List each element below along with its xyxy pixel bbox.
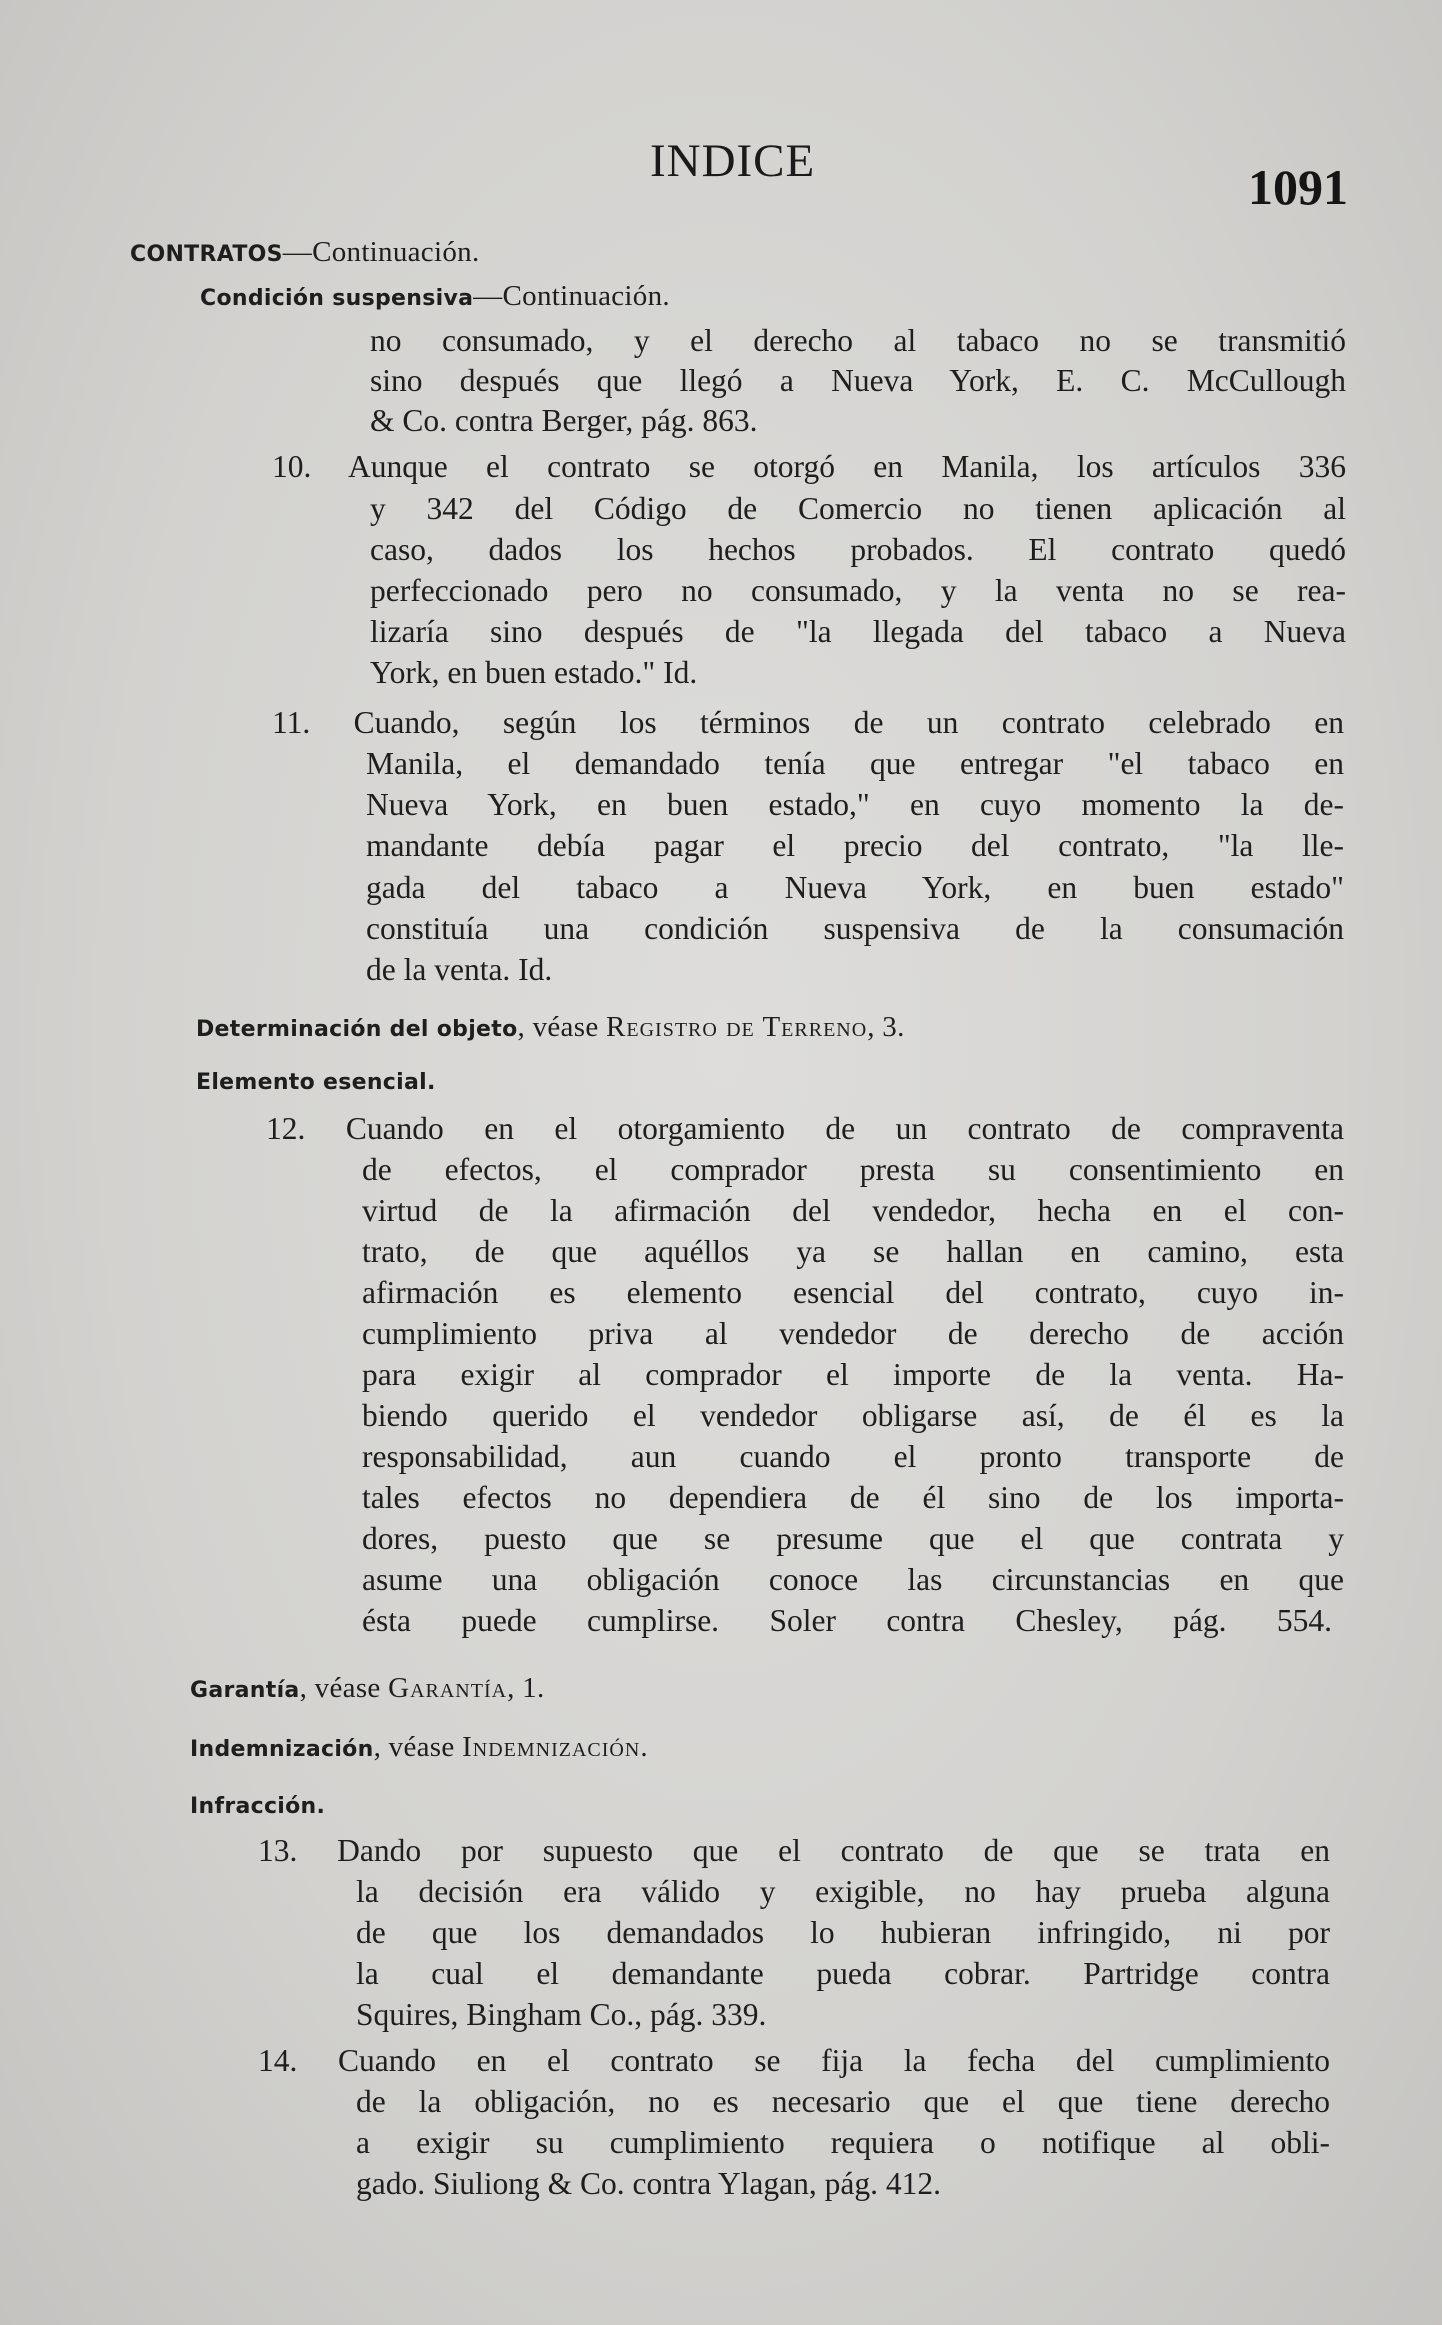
entry-14-line: gado. Siuliong & Co. contra Ylagan, pág. 412. [356,2166,941,2201]
entry-13-line: Squires, Bingham Co., pág. 339. [356,1997,767,2032]
entry-11-line: gada del tabaco a Nueva York, en buen estado" [366,870,1344,905]
entry-12-line: virtud de la afirmación del vendedor, hecha en el con- [362,1193,1344,1228]
see-text: , véase [373,1731,463,1763]
entry-10-line: York, en buen estado." Id. [370,655,698,690]
entry-12-line: dores, puesto que se presume que el que contrata y [362,1521,1344,1556]
reference-number: , 1. [507,1672,545,1704]
subheading-condicion-suspensiva [200,276,670,319]
entry-12-line: ésta puede cumplirse. Soler contra Chesley, pág. 554. [362,1603,1332,1638]
subheading-infraccion: Infracción. [190,1794,326,1819]
subheading-text: Garantía [190,1678,300,1703]
entry-10-line: lizaría sino después de "la llegada del tabaco a Nueva [370,614,1346,649]
subheading-continuation: —Continuación. [473,280,670,312]
heading-text: CONTRATOS [130,242,283,267]
cross-reference[interactable]: Indemnización [462,1731,641,1763]
subheading-elemento-esencial: Elemento esencial. [196,1070,436,1095]
page-header-title: INDICE [650,135,816,187]
entry-13-line: 13. Dando por supuesto que el contrato de que se trata en [258,1833,1330,1868]
see-text: , véase [517,1011,607,1043]
subheading-indemnizacion [190,1727,648,1770]
entry-10-line: 10. Aunque el contrato se otorgó en Manila, los artículos 336 [272,449,1346,484]
entry-12-line: tales efectos no dependiera de él sino de los importa- [362,1480,1344,1515]
entry-12-line: asume una obligación conoce las circunstancias en que [362,1562,1344,1597]
section-heading-contratos [130,232,480,275]
subheading-determinacion [196,1007,905,1050]
entry-14-line: a exigir su cumplimiento requiera o notifique al obli- [356,2125,1330,2160]
reference-number: , 3. [867,1011,905,1043]
entry-10-line: y 342 del Código de Comercio no tienen aplicación al [370,491,1346,526]
entry-12-line: 12. Cuando en el otorgamiento de un contrato de compraventa [266,1111,1344,1146]
cross-reference[interactable]: Garantía [388,1672,508,1704]
entry-11-line: Manila, el demandado tenía que entregar "el tabaco en [366,746,1344,781]
entry-13-line: la cual el demandante pueda cobrar. Partridge contra [356,1956,1330,1991]
entry-12-line: para exigir al comprador el importe de la venta. Ha- [362,1357,1344,1392]
reference-number: . [640,1731,648,1763]
entry-12-line: responsabilidad, aun cuando el pronto transporte de [362,1439,1344,1474]
entry-12-line: cumplimiento priva al vendedor de derecho de acción [362,1316,1344,1351]
entry-12-line: de efectos, el comprador presta su consentimiento en [362,1152,1344,1187]
entry-line: & Co. contra Berger, pág. 863. [370,403,758,438]
subheading-text: Determinación del objeto [196,1017,518,1042]
entry-13-line: de que los demandados lo hubieran infringido, ni por [356,1915,1330,1950]
cross-reference[interactable]: Registro de Terreno [606,1011,868,1043]
see-text: , véase [299,1672,389,1704]
entry-11-line: constituía una condición suspensiva de la consumación [366,911,1344,946]
entry-10-line: perfeccionado pero no consumado, y la venta no se rea- [370,573,1346,608]
subheading-text: Condición suspensiva [200,286,474,311]
entry-13-line: la decisión era válido y exigible, no hay prueba alguna [356,1874,1330,1909]
page-number: 1091 [1248,159,1348,215]
entry-14-line: de la obligación, no es necesario que el que tiene derecho [356,2084,1330,2119]
entry-11-line: mandante debía pagar el precio del contrato, "la lle- [366,828,1344,863]
entry-line: sino después que llegó a Nueva York, E. C. McCullough [370,363,1346,398]
entry-11-line: 11. Cuando, según los términos de un contrato celebrado en [272,705,1344,740]
subheading-garantia [190,1668,545,1711]
entry-14-line: 14. Cuando en el contrato se fija la fecha del cumplimiento [258,2043,1330,2078]
entry-11-line: Nueva York, en buen estado," en cuyo momento la de- [366,787,1344,822]
entry-12-line: trato, de que aquéllos ya se hallan en camino, esta [362,1234,1344,1269]
entry-line: no consumado, y el derecho al tabaco no se transmitió [370,323,1346,358]
entry-11-line: de la venta. Id. [366,952,553,987]
entry-12-line: afirmación es elemento esencial del contrato, cuyo in- [362,1275,1344,1310]
heading-continuation: —Continuación. [282,236,480,268]
subheading-text: Indemnización [190,1737,374,1762]
entry-12-line: biendo querido el vendedor obligarse así, de él es la [362,1398,1344,1433]
entry-10-line: caso, dados los hechos probados. El contrato quedó [370,532,1346,567]
